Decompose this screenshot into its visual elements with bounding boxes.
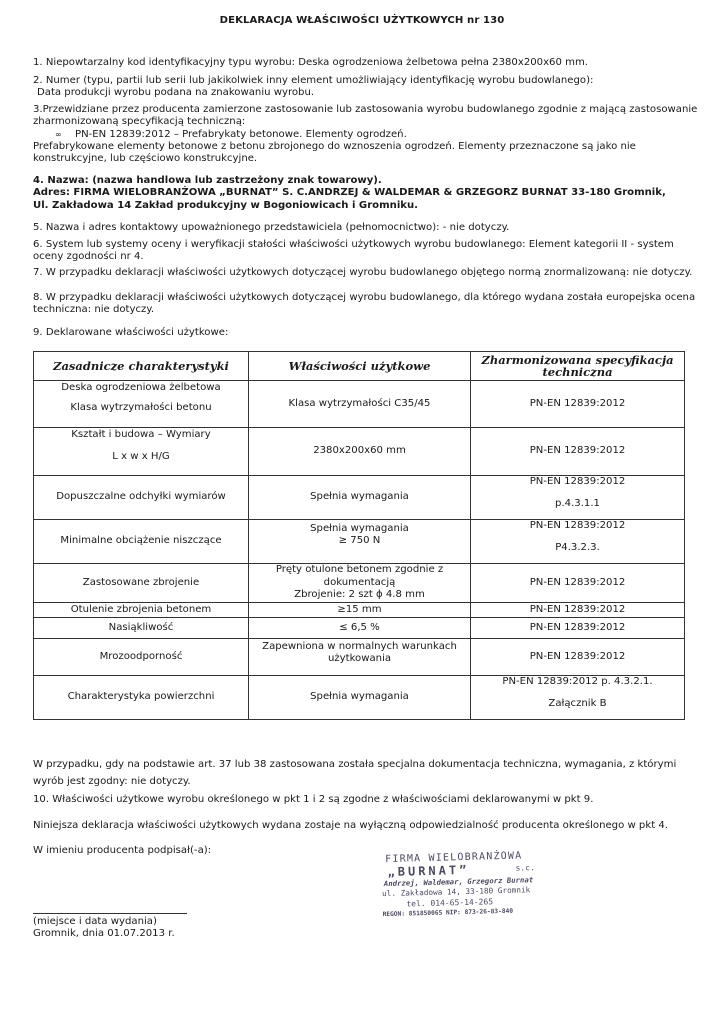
table-cell (249, 428, 471, 476)
table-cell (471, 676, 685, 720)
table-cell (249, 639, 471, 676)
document-title: DEKLARACJA WŁAŚCIWOŚCI UŻYTKOWYCH nr 130 (219, 15, 505, 26)
cell-line: Spełnia wymagania (310, 523, 409, 534)
section-2-line-2: Data produkcji wyrobu podana na znakowaniu wyrobu. (37, 87, 315, 99)
cell-line: Spełnia wymagania (310, 491, 409, 503)
section-7-text: 7. W przypadku deklaracji właściwości użytkowych dotyczącej wyrobu budowlanego objętego normą znormalizowaną: nie dotyczy. (33, 267, 693, 278)
cell-line: użytkowania (327, 653, 392, 665)
table-header-properties: Właściwości użytkowe (249, 352, 471, 381)
bullet-icon: ∞ (55, 129, 62, 139)
table-row (34, 603, 685, 618)
cell-line: P4.3.2.3. (555, 542, 600, 554)
section-8 (33, 292, 696, 317)
table-cell (249, 381, 471, 428)
cell-line: Dopuszczalne odchyłki wymiarów (56, 491, 226, 503)
table-cell (34, 564, 249, 603)
cell-line: Mrozoodporność (99, 650, 183, 662)
cell-line: PN-EN 12839:2012 (529, 445, 626, 457)
section-5-text: 5. Nazwa i adres kontaktowy upoważnionego przedstawiciela (pełnomocnictwo): - nie dotyczy. (33, 222, 510, 233)
cell-line: Kształt i budowa – Wymiary (71, 429, 211, 440)
section-2 (33, 75, 688, 100)
cell-line: PN-EN 12839:2012 (529, 650, 626, 662)
stamp-line-1: FIRMA WIELOBRANŻOWA (385, 850, 523, 866)
cell-line: PN-EN 12839:2012 (529, 576, 626, 588)
company-stamp (379, 850, 551, 926)
section-10-text: 10. Właściwości użytkowe wyrobu określonego w pkt 1 i 2 są zgodne z właściwościami deklarowanymi w pkt 9. (33, 794, 594, 805)
cell-line: Charakterystyka powierzchni (67, 691, 215, 703)
section-3-line-3: Prefabrykowane elementy betonowe z betonu zbrojonego do wznoszenia ogrodzeń. Elementy przeznaczone są jako nie (33, 140, 636, 152)
table-cell (34, 603, 249, 618)
section-3-line-1: 3.Przewidziane przez producenta zamierzone zastosowanie lub zastosowania wyrobu budowlanego zgodnie z mającą zastosowanie (33, 104, 698, 115)
cell-line: Załącznik B (548, 698, 607, 710)
cell-line: PN-EN 12839:2012 (529, 603, 626, 615)
table-cell (471, 520, 685, 564)
cell-line: Deska ogrodzeniowa żelbetowa (61, 382, 221, 393)
cell-line: p.4.3.1.1 (555, 498, 600, 510)
place-date-label: (miejsce i data wydania) (33, 916, 157, 927)
section-3-line-2: zharmonizowaną specyfikacją techniczną: (33, 116, 246, 128)
cell-line: L x w x H/G (112, 451, 170, 463)
signed-by-text: W imieniu producenta podpisał(-a): (33, 845, 212, 856)
section-1 (33, 57, 688, 69)
note-line-1: W przypadku, gdy na podstawie art. 37 lub 38 zastosowana została specjalna dokumentacja techniczna, wymagania, z którymi (33, 759, 677, 770)
table-cell (249, 676, 471, 720)
section-7 (33, 267, 693, 279)
section-3-bullet-text: PN-EN 12839:2012 – Prefabrykaty betonowe. Elementy ogrodzeń. (75, 128, 407, 140)
section-2-line-1: 2. Numer (typu, partii lub serii lub jakikolwiek inny element umożliwiający identyfikację wyrobu budowlanego): (33, 75, 594, 86)
cell-line: ≥15 mm (337, 603, 382, 615)
cell-line: PN-EN 12839:2012 (529, 476, 626, 487)
section-9-text: 9. Deklarowane właściwości użytkowe: (33, 327, 229, 338)
table-cell (34, 428, 249, 476)
section-6-line-2: oceny zgodności nr 4. (33, 251, 144, 263)
table-row (34, 476, 685, 520)
cell-line: 2380x200x60 mm (313, 445, 406, 457)
signature-line (33, 913, 187, 914)
table-row (34, 676, 685, 720)
table-cell (34, 618, 249, 639)
table-cell (34, 520, 249, 564)
table-header-row (34, 352, 685, 381)
table-cell (34, 676, 249, 720)
section-4 (33, 175, 688, 212)
stamp-line-2: „BURNAT” (387, 862, 470, 880)
table-cell (249, 618, 471, 639)
cell-line: PN-EN 12839:2012 (529, 397, 626, 409)
table-cell (471, 639, 685, 676)
table-cell (471, 603, 685, 618)
section-4-address-1: Adres: FIRMA WIELOBRANŻOWA „BURNAT” S. C.ANDRZEJ & WALDEMAR & GRZEGORZ BURNAT 33-180 Gromnik, (33, 187, 666, 199)
note-line-2: wyrób jest zgodny: nie dotyczy. (33, 776, 191, 787)
cell-line: ≥ 750 N (338, 535, 381, 547)
cell-line: Zapewniona w normalnych warunkach (262, 641, 457, 652)
table-cell (249, 564, 471, 603)
section-3-line-4: konstrukcyjne, lub częściowo konstrukcyjne. (33, 153, 258, 165)
cell-line: Klasa wytrzymałości betonu (70, 402, 212, 414)
section-6-line-1: 6. System lub systemy oceny i weryfikacji stałości właściwości użytkowych wyrobu budowlanego: Element kategorii II - system (33, 239, 674, 250)
section-4-address-2: Ul. Zakładowa 14 Zakład produkcyjny w Bogoniowicach i Gromniku. (33, 199, 419, 211)
section-1-text: 1. Niepowtarzalny kod identyfikacyjny typu wyrobu: Deska ogrodzeniowa żelbetowa pełna 2380x200x60 mm. (33, 57, 588, 68)
cell-line: Otulenie zbrojenia betonem (70, 603, 212, 615)
table-cell (34, 381, 249, 428)
table-row (34, 381, 685, 428)
cell-line: Spełnia wymagania (310, 691, 409, 703)
cell-line: Zastosowane zbrojenie (82, 576, 200, 588)
section-10 (33, 794, 688, 806)
section-3-bullet (33, 129, 688, 141)
table-cell (249, 520, 471, 564)
table-cell (249, 603, 471, 618)
after-table-note (33, 756, 688, 790)
cell-line: PN-EN 12839:2012 (529, 621, 626, 633)
table-cell (34, 476, 249, 520)
cell-line: Zbrojenie: 2 szt ϕ 4.8 mm (294, 589, 425, 601)
stamp-line-2b: s.c. (515, 863, 535, 873)
cell-line: Nasiąkliwość (108, 621, 174, 633)
section-8-line-2: techniczna: nie dotyczy. (33, 304, 155, 316)
cell-line: dokumentacją (323, 576, 396, 588)
section-9 (33, 327, 688, 339)
table-cell (471, 564, 685, 603)
table-header-specification: Zharmonizowana specyfikacja techniczna (471, 352, 685, 381)
section-6 (33, 239, 688, 264)
cell-line: PN-EN 12839:2012 p. 4.3.2.1. (502, 676, 653, 687)
cell-line: ≤ 6,5 % (339, 621, 380, 633)
table-cell (471, 381, 685, 428)
cell-line: Klasa wytrzymałości C35/45 (288, 397, 431, 409)
section-3 (33, 104, 698, 165)
responsibility-text: Niniejsza deklaracja właściwości użytkowych wydana zostaje na wyłączną odpowiedzialność producenta określonego w pkt 4. (33, 820, 668, 831)
properties-table (33, 351, 685, 720)
signature-block (33, 916, 688, 940)
table-cell (34, 639, 249, 676)
table-row (34, 618, 685, 639)
responsibility-statement (33, 820, 688, 832)
stamp-line-4: ul. Zakładowa 14, 33-180 Gromnik (382, 885, 531, 899)
cell-line: PN-EN 12839:2012 (529, 520, 626, 531)
table-cell (249, 476, 471, 520)
stamp-line-3: Andrzej, Waldemar, Grzegorz Burnat (383, 875, 534, 889)
place-date-value: Gromnik, dnia 01.07.2013 r. (33, 928, 175, 939)
stamp-line-5: tel. 014-65-14-265 (406, 897, 494, 909)
table-row (34, 428, 685, 476)
table-header-characteristics: Zasadnicze charakterystyki (34, 352, 249, 381)
table-row (34, 564, 685, 603)
section-4-line-1: 4. Nazwa: (nazwa handlowa lub zastrzeżony znak towarowy). (33, 175, 382, 186)
section-8-line-1: 8. W przypadku deklaracji właściwości użytkowych dotyczącej wyrobu budowlanego, dla którego wydana została europejska ocena (33, 292, 696, 303)
signed-by (33, 845, 688, 857)
section-5 (33, 222, 688, 234)
cell-line: Pręty otulone betonem zgodnie z (275, 564, 444, 576)
table-cell (471, 618, 685, 639)
table-row (34, 639, 685, 676)
table-row (34, 520, 685, 564)
stamp-line-6: REGON: 851850065 NIP: 873-26-83-840 (382, 907, 514, 919)
table-cell (471, 428, 685, 476)
table-cell (471, 476, 685, 520)
cell-line: Minimalne obciążenie niszczące (60, 535, 222, 547)
